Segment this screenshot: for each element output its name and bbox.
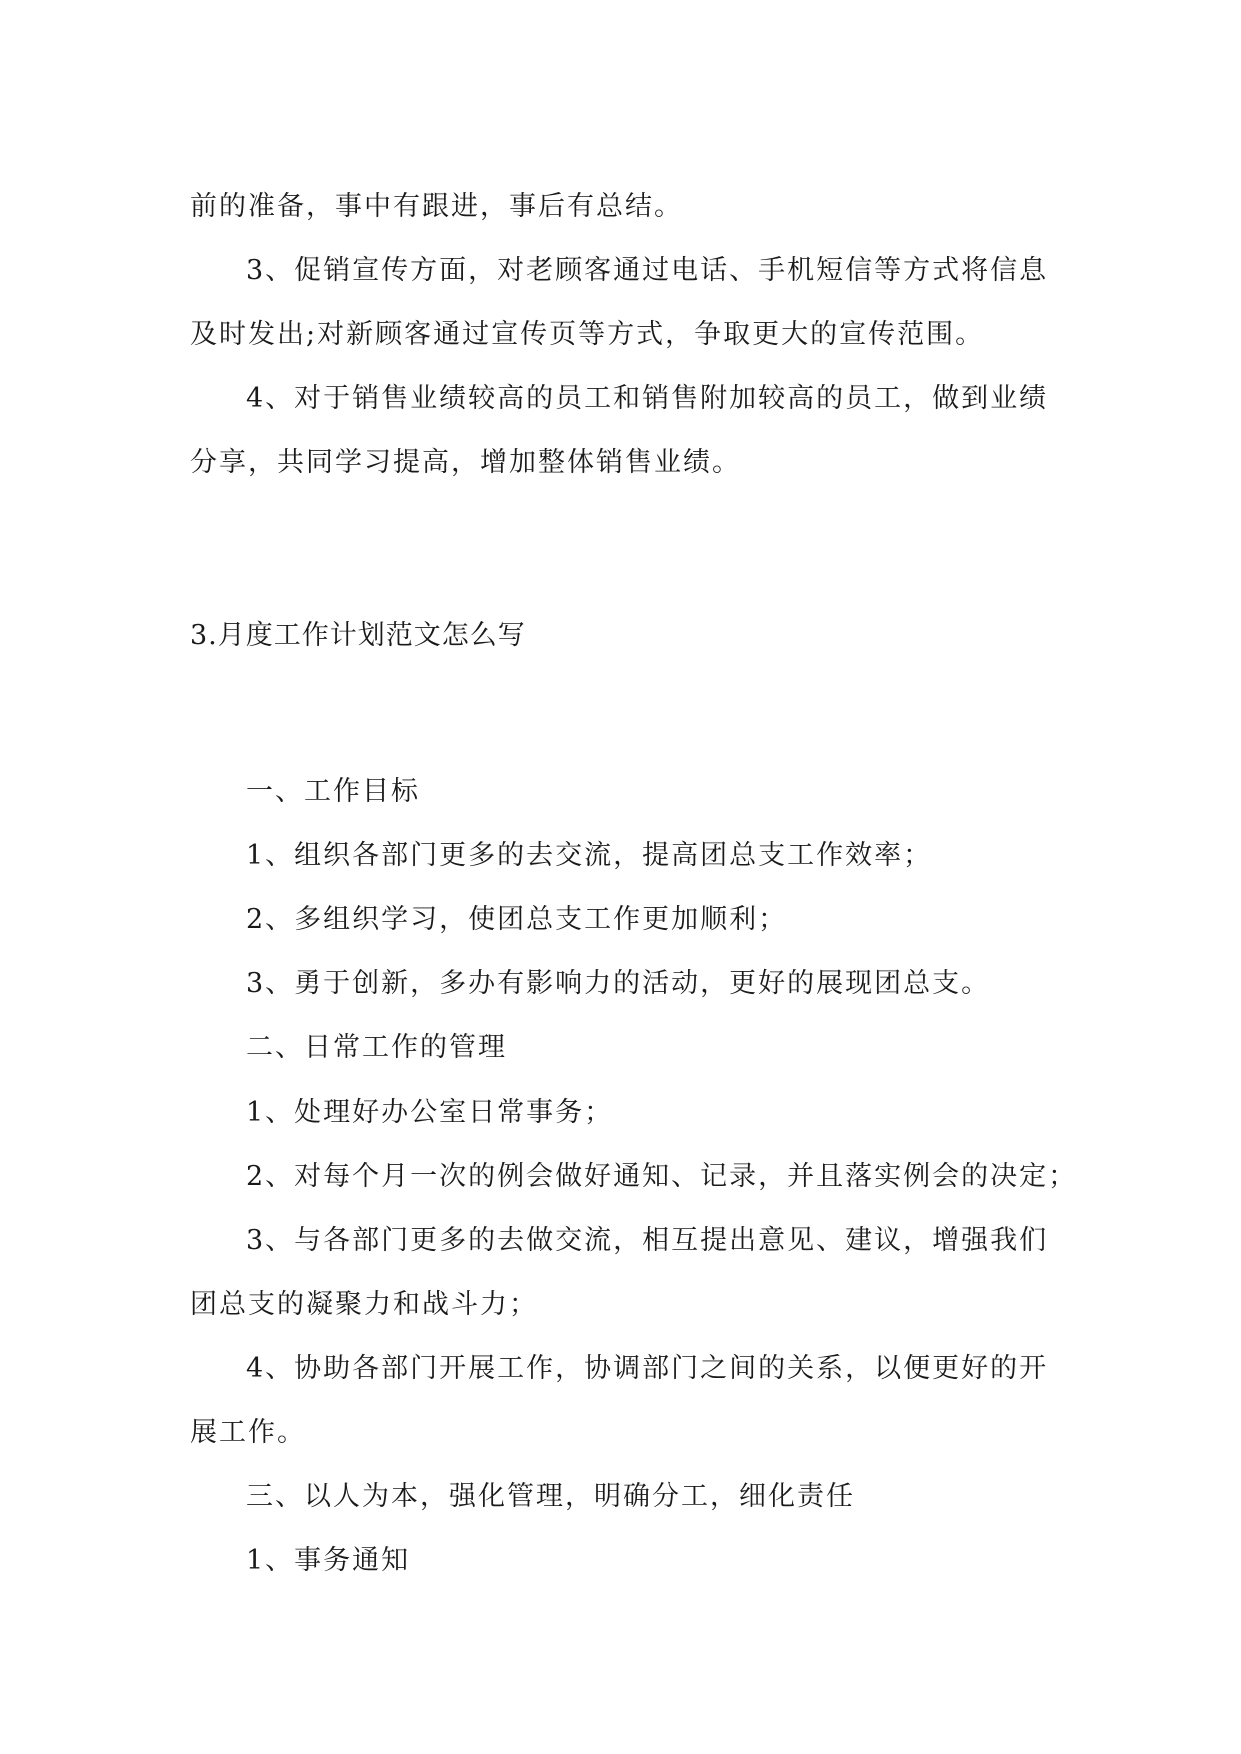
subsection-heading: 三、以人为本，强化管理，明确分工，细化责任 <box>246 1481 855 1512</box>
list-item: 1、处理好办公室日常事务； <box>246 1097 614 1128</box>
subsection-heading: 二、日常工作的管理 <box>246 1032 507 1063</box>
list-item: 1、事务通知 <box>246 1545 411 1576</box>
paragraph-line: 3、促销宣传方面，对老顾客通过电话、手机短信等方式将信息 <box>246 255 1049 286</box>
list-item: 2、多组织学习，使团总支工作更加顺利； <box>246 904 788 935</box>
list-item: 4、协助各部门开展工作，协调部门之间的关系，以便更好的开 <box>246 1353 1049 1384</box>
paragraph-line: 4、对于销售业绩较高的员工和销售附加较高的员工，做到业绩 <box>246 383 1049 414</box>
list-item-continuation: 展工作。 <box>190 1417 306 1448</box>
subsection-heading: 一、工作目标 <box>246 776 420 807</box>
section-heading: 3.月度工作计划范文怎么写 <box>190 620 526 651</box>
paragraph-line: 前的准备，事中有跟进，事后有总结。 <box>190 191 683 222</box>
paragraph-line: 及时发出;对新顾客通过宣传页等方式，争取更大的宣传范围。 <box>190 319 985 350</box>
list-item: 2、对每个月一次的例会做好通知、记录，并且落实例会的决定； <box>246 1161 1078 1192</box>
paragraph-line: 分享，共同学习提高，增加整体销售业绩。 <box>190 447 741 478</box>
list-item: 3、与各部门更多的去做交流，相互提出意见、建议，增强我们 <box>246 1225 1049 1256</box>
list-item: 3、勇于创新，多办有影响力的活动，更好的展现团总支。 <box>246 968 991 999</box>
list-item-continuation: 团总支的凝聚力和战斗力； <box>190 1289 538 1320</box>
list-item: 1、组织各部门更多的去交流，提高团总支工作效率； <box>246 840 933 871</box>
